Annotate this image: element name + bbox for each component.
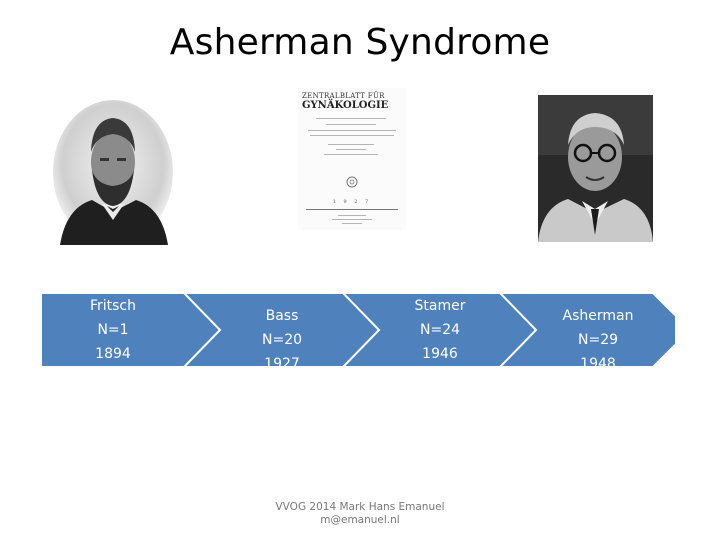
- journal-emblem-icon: [346, 176, 358, 188]
- step-year: 1894: [95, 346, 131, 362]
- timeline-step-stamer: [380, 294, 500, 366]
- journal-year: 1 9 2 7: [332, 199, 372, 205]
- step-name: Stamer: [414, 298, 466, 314]
- journal-name: GYNÄKOLOGIE: [302, 100, 389, 111]
- fritsch-portrait: [52, 100, 174, 245]
- slide-footer: [250, 501, 470, 527]
- slide-title: Asherman Syndrome: [169, 22, 551, 63]
- journal-header-line: ZENTRALBLATT FÜR: [302, 92, 385, 100]
- step-year: 1927: [264, 356, 300, 368]
- timeline-step-asherman: [538, 304, 658, 368]
- step-year: 1946: [422, 346, 458, 362]
- footer-email: m@emanuel.nl: [320, 514, 400, 526]
- step-year: 1948: [580, 356, 616, 368]
- journal-cover-image: [298, 88, 406, 230]
- footer-credit: VVOG 2014 Mark Hans Emanuel: [275, 501, 445, 513]
- step-name: Bass: [265, 308, 299, 324]
- step-name: Asherman: [562, 308, 634, 324]
- asherman-portrait: [538, 95, 653, 242]
- step-count: N=29: [577, 332, 619, 348]
- timeline-band: [40, 292, 675, 368]
- step-count: N=24: [419, 322, 461, 338]
- step-count: N=20: [261, 332, 303, 348]
- timeline-step-fritsch: [58, 294, 168, 366]
- step-name: Fritsch: [89, 298, 137, 314]
- timeline-step-bass: [222, 304, 342, 368]
- step-count: N=1: [97, 322, 129, 338]
